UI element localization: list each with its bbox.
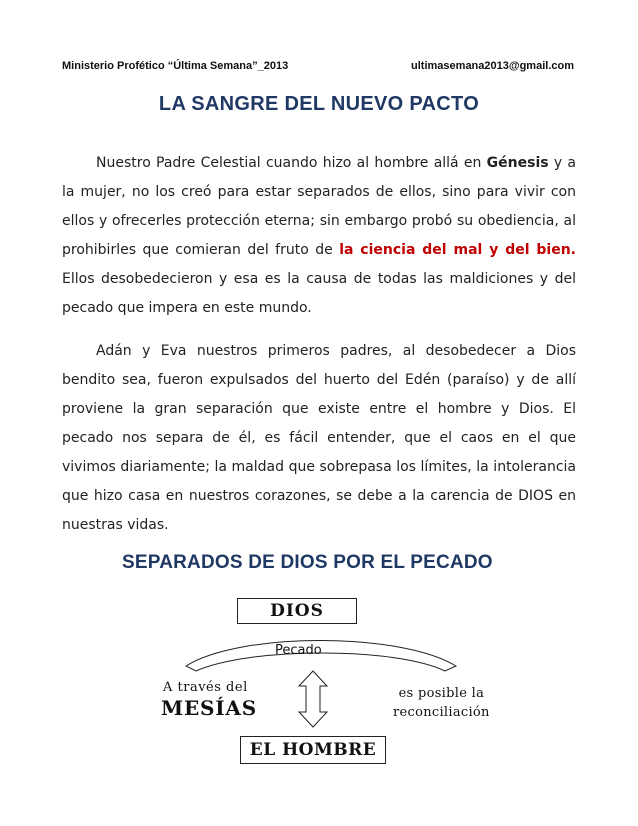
mesias-label: MESÍAS <box>161 696 257 720</box>
double-arrow-icon <box>299 671 327 727</box>
header-email: ultimasemana2013@gmail.com <box>411 60 574 72</box>
document-title: LA SANGRE DEL NUEVO PACTO <box>158 93 480 115</box>
reconciliacion-label <box>393 684 490 722</box>
dios-box: DIOS <box>237 598 357 624</box>
reconciliacion-line-2: reconciliación <box>393 705 490 720</box>
a-traves-label: A través del <box>163 680 248 695</box>
reconciliacion-line-1: es posible la <box>398 686 485 701</box>
p1-text-3: Ellos desobedecieron y esa es la causa de todas las maldiciones y del pecado que impera en este mundo. <box>62 271 576 316</box>
section-subtitle: SEPARADOS DE DIOS POR EL PECADO <box>122 552 493 573</box>
p1-ciencia: la ciencia del mal y del bien. <box>339 242 576 258</box>
p1-text-2: y a la mujer, no los creó para estar separados de ellos, sino para vivir con ellos y ofrecerles protección eterna; sin embargo probó su obediencia, al prohibirles que comieran del fruto de <box>62 155 577 258</box>
p2-text: Adán y Eva nuestros primeros padres, al desobedecer a Dios bendito sea, fueron expulsados del huerto del Edén (paraíso) y de allí proviene la gran separación que existe entre el hombre y Dios. El pecado nos separa de él, es fácil entender, que el caos en el que vivimos diariamente; la maldad que sobrepasa los límites, la intolerancia que hizo casa en nuestros corazones, se debe a la carencia de DIOS en nuestras vidas. <box>62 343 576 533</box>
header-ministry: Ministerio Profético “Última Semana”_2013 <box>62 60 289 72</box>
pecado-label: Pecado <box>275 643 322 658</box>
p1-text-1: Nuestro Padre Celestial cuando hizo al hombre allá en <box>96 155 487 171</box>
hombre-box: EL HOMBRE <box>240 736 386 764</box>
p1-genesis: Génesis <box>486 155 549 171</box>
